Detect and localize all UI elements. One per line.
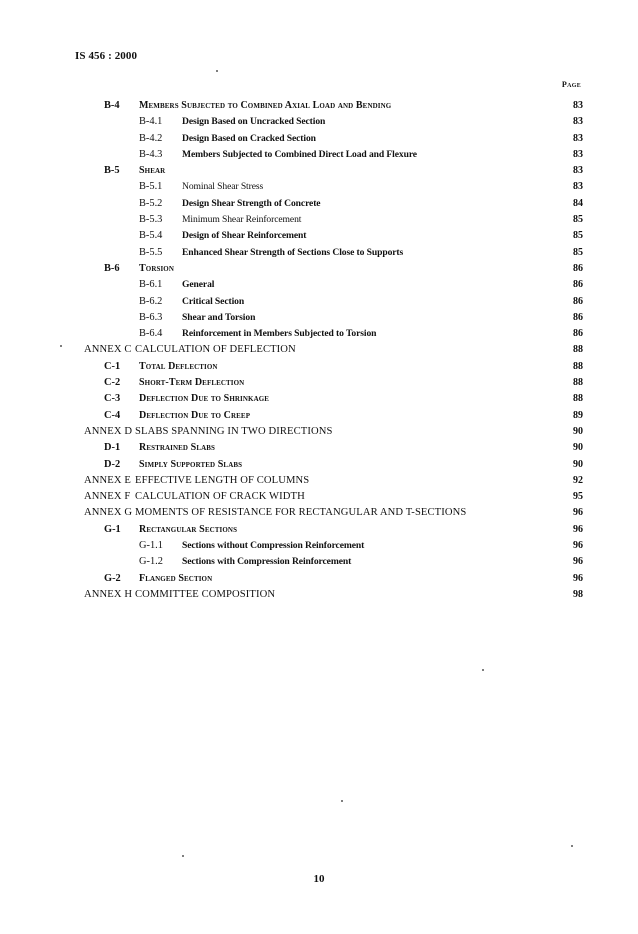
toc-entry-page: 86 bbox=[573, 311, 583, 323]
toc-entry-number: B-6 bbox=[104, 262, 120, 274]
toc-entry-number: B-5.2 bbox=[139, 197, 163, 209]
toc-entry-title: Total Deflection bbox=[139, 360, 218, 372]
toc-entry-number: ANNEX E bbox=[84, 474, 131, 486]
toc-entry-title: Design Shear Strength of Concrete bbox=[182, 197, 321, 209]
toc-entry bbox=[0, 538, 638, 554]
toc-entry-page: 86 bbox=[573, 328, 583, 340]
toc-entry-page: 88 bbox=[573, 360, 583, 372]
toc-entry-title: Members Subjected to Combined Axial Load and Bending bbox=[139, 100, 392, 111]
toc-entry-page: 83 bbox=[573, 165, 583, 177]
toc-entry-page: 83 bbox=[573, 132, 583, 144]
scan-speck bbox=[482, 669, 484, 671]
toc-entry-page: 96 bbox=[573, 507, 583, 519]
toc-entry-page: 83 bbox=[573, 148, 583, 160]
toc-entry-title: Sections with Compression Reinforcement bbox=[182, 556, 352, 568]
toc-entry-number: ANNEX C bbox=[84, 344, 132, 356]
toc-entry-title: CALCULATION OF DEFLECTION bbox=[135, 344, 296, 356]
toc-entry-page: 90 bbox=[573, 425, 583, 437]
toc-entry-page: 92 bbox=[573, 474, 583, 486]
toc-entry-title: Members Subjected to Combined Direct Load and Flexure bbox=[182, 148, 417, 160]
toc-entry-page: 83 bbox=[573, 181, 583, 193]
toc-entry bbox=[0, 310, 638, 326]
table-of-contents bbox=[0, 98, 638, 603]
toc-entry-title: Deflection Due to Shrinkage bbox=[139, 393, 270, 405]
scan-speck bbox=[341, 800, 343, 802]
toc-entry-page: 96 bbox=[573, 556, 583, 568]
toc-entry-number: B-5.5 bbox=[139, 246, 163, 258]
toc-entry-title: Reinforcement in Members Subjected to Torsion bbox=[182, 328, 377, 340]
toc-entry-page: 90 bbox=[573, 442, 583, 454]
toc-entry bbox=[0, 424, 638, 440]
toc-entry-number: ANNEX H bbox=[84, 588, 133, 600]
toc-entry-page: 96 bbox=[573, 523, 583, 535]
toc-entry bbox=[0, 163, 638, 179]
toc-entry-number: B-5.3 bbox=[139, 214, 163, 226]
toc-entry-number: C-1 bbox=[104, 360, 121, 372]
toc-entry-number: G-1 bbox=[104, 523, 121, 535]
toc-entry-number: G-1.2 bbox=[139, 556, 163, 568]
toc-entry-number: C-3 bbox=[104, 393, 121, 405]
toc-entry bbox=[0, 408, 638, 424]
toc-entry bbox=[0, 114, 638, 130]
toc-entry-page: 85 bbox=[573, 246, 583, 258]
toc-entry-page: 83 bbox=[573, 100, 583, 111]
toc-entry-page: 95 bbox=[573, 491, 583, 503]
toc-entry-title: Critical Section bbox=[182, 295, 245, 307]
toc-entry-page: 88 bbox=[573, 377, 583, 389]
toc-entry-title: Short-Term Deflection bbox=[139, 377, 245, 389]
toc-entry-page: 86 bbox=[573, 295, 583, 307]
toc-entry bbox=[0, 375, 638, 391]
toc-entry bbox=[0, 571, 638, 587]
toc-entry bbox=[0, 505, 638, 521]
toc-entry-number: D-2 bbox=[104, 458, 121, 470]
toc-entry-title: MOMENTS OF RESISTANCE FOR RECTANGULAR AND T-SECTIONS bbox=[135, 507, 467, 519]
document-code: IS 456 : 2000 bbox=[75, 50, 138, 62]
toc-entry bbox=[0, 98, 638, 114]
toc-entry bbox=[0, 245, 638, 261]
toc-entry-page: 86 bbox=[573, 262, 583, 274]
toc-entry-page: 88 bbox=[573, 393, 583, 405]
toc-entry-number: B-4.3 bbox=[139, 148, 163, 160]
toc-entry-title: Torsion bbox=[139, 262, 174, 274]
toc-entry-number: C-2 bbox=[104, 377, 121, 389]
toc-entry bbox=[0, 212, 638, 228]
toc-entry-page: 90 bbox=[573, 458, 583, 470]
toc-entry-title: Design Based on Cracked Section bbox=[182, 132, 316, 144]
toc-entry-number: B-6.2 bbox=[139, 295, 163, 307]
toc-entry-title: COMMITTEE COMPOSITION bbox=[135, 588, 276, 600]
scan-speck bbox=[60, 345, 62, 347]
toc-entry-number: B-4.1 bbox=[139, 116, 163, 128]
toc-entry-number: B-6.1 bbox=[139, 279, 163, 291]
toc-entry-title: CALCULATION OF CRACK WIDTH bbox=[135, 491, 305, 503]
toc-entry-number: B-6.4 bbox=[139, 328, 163, 340]
toc-entry bbox=[0, 391, 638, 407]
toc-entry-title: Simply Supported Slabs bbox=[139, 458, 243, 470]
toc-entry-page: 85 bbox=[573, 214, 583, 226]
scan-speck bbox=[216, 70, 218, 72]
toc-entry-title: Sections without Compression Reinforcement bbox=[182, 540, 365, 552]
toc-entry bbox=[0, 554, 638, 570]
toc-entry-title: Deflection Due to Creep bbox=[139, 409, 251, 421]
scan-speck bbox=[182, 855, 184, 857]
toc-entry-title: Design Based on Uncracked Section bbox=[182, 116, 326, 128]
scan-speck bbox=[571, 845, 573, 847]
toc-entry-number: ANNEX F bbox=[84, 491, 131, 503]
toc-entry bbox=[0, 359, 638, 375]
toc-entry-page: 83 bbox=[573, 116, 583, 128]
toc-entry-page: 86 bbox=[573, 279, 583, 291]
toc-entry-page: 85 bbox=[573, 230, 583, 242]
toc-entry-title: Flanged Section bbox=[139, 572, 213, 584]
toc-entry bbox=[0, 294, 638, 310]
toc-entry-number: ANNEX G bbox=[84, 507, 133, 519]
toc-entry-number: B-5.4 bbox=[139, 230, 163, 242]
toc-entry-number: B-4 bbox=[104, 100, 120, 111]
toc-entry-title: SLABS SPANNING IN TWO DIRECTIONS bbox=[135, 425, 333, 437]
toc-entry-title: Nominal Shear Stress bbox=[182, 181, 264, 193]
toc-entry bbox=[0, 342, 638, 358]
toc-entry-page: 96 bbox=[573, 540, 583, 552]
toc-entry-number: B-6.3 bbox=[139, 311, 163, 323]
toc-entry bbox=[0, 457, 638, 473]
toc-entry bbox=[0, 131, 638, 147]
toc-entry bbox=[0, 489, 638, 505]
toc-entry-number: G-2 bbox=[104, 572, 121, 584]
toc-entry-number: B-5 bbox=[104, 165, 120, 177]
toc-entry-title: Shear and Torsion bbox=[182, 311, 256, 323]
toc-entry-page: 89 bbox=[573, 409, 583, 421]
toc-entry-title: Restrained Slabs bbox=[139, 442, 216, 454]
toc-entry-number: B-5.1 bbox=[139, 181, 163, 193]
toc-entry-title: Shear bbox=[139, 165, 166, 177]
toc-entry-page: 96 bbox=[573, 572, 583, 584]
toc-entry bbox=[0, 587, 638, 603]
toc-entry bbox=[0, 228, 638, 244]
toc-entry-title: Rectangular Sections bbox=[139, 523, 238, 535]
toc-entry-number: G-1.1 bbox=[139, 540, 163, 552]
toc-entry-title: General bbox=[182, 279, 215, 291]
toc-entry-page: 98 bbox=[573, 588, 583, 600]
toc-entry bbox=[0, 440, 638, 456]
toc-entry bbox=[0, 196, 638, 212]
toc-entry-number: B-4.2 bbox=[139, 132, 163, 144]
toc-entry-number: D-1 bbox=[104, 442, 121, 454]
toc-entry bbox=[0, 522, 638, 538]
toc-entry-page: 88 bbox=[573, 344, 583, 356]
page-number: 10 bbox=[313, 873, 325, 885]
toc-entry-page: 84 bbox=[573, 197, 583, 209]
toc-entry-title: Design of Shear Reinforcement bbox=[182, 230, 307, 242]
toc-entry-title: EFFECTIVE LENGTH OF COLUMNS bbox=[135, 474, 310, 486]
toc-entry-number: ANNEX D bbox=[84, 425, 133, 437]
page-column-label: Page bbox=[561, 80, 581, 89]
toc-entry-title: Minimum Shear Reinforcement bbox=[182, 214, 302, 226]
toc-entry bbox=[0, 326, 638, 342]
toc-entry bbox=[0, 261, 638, 277]
toc-entry-title: Enhanced Shear Strength of Sections Close to Supports bbox=[182, 246, 404, 258]
toc-entry bbox=[0, 473, 638, 489]
toc-entry bbox=[0, 277, 638, 293]
toc-entry bbox=[0, 147, 638, 163]
toc-entry-number: C-4 bbox=[104, 409, 121, 421]
toc-entry bbox=[0, 179, 638, 195]
